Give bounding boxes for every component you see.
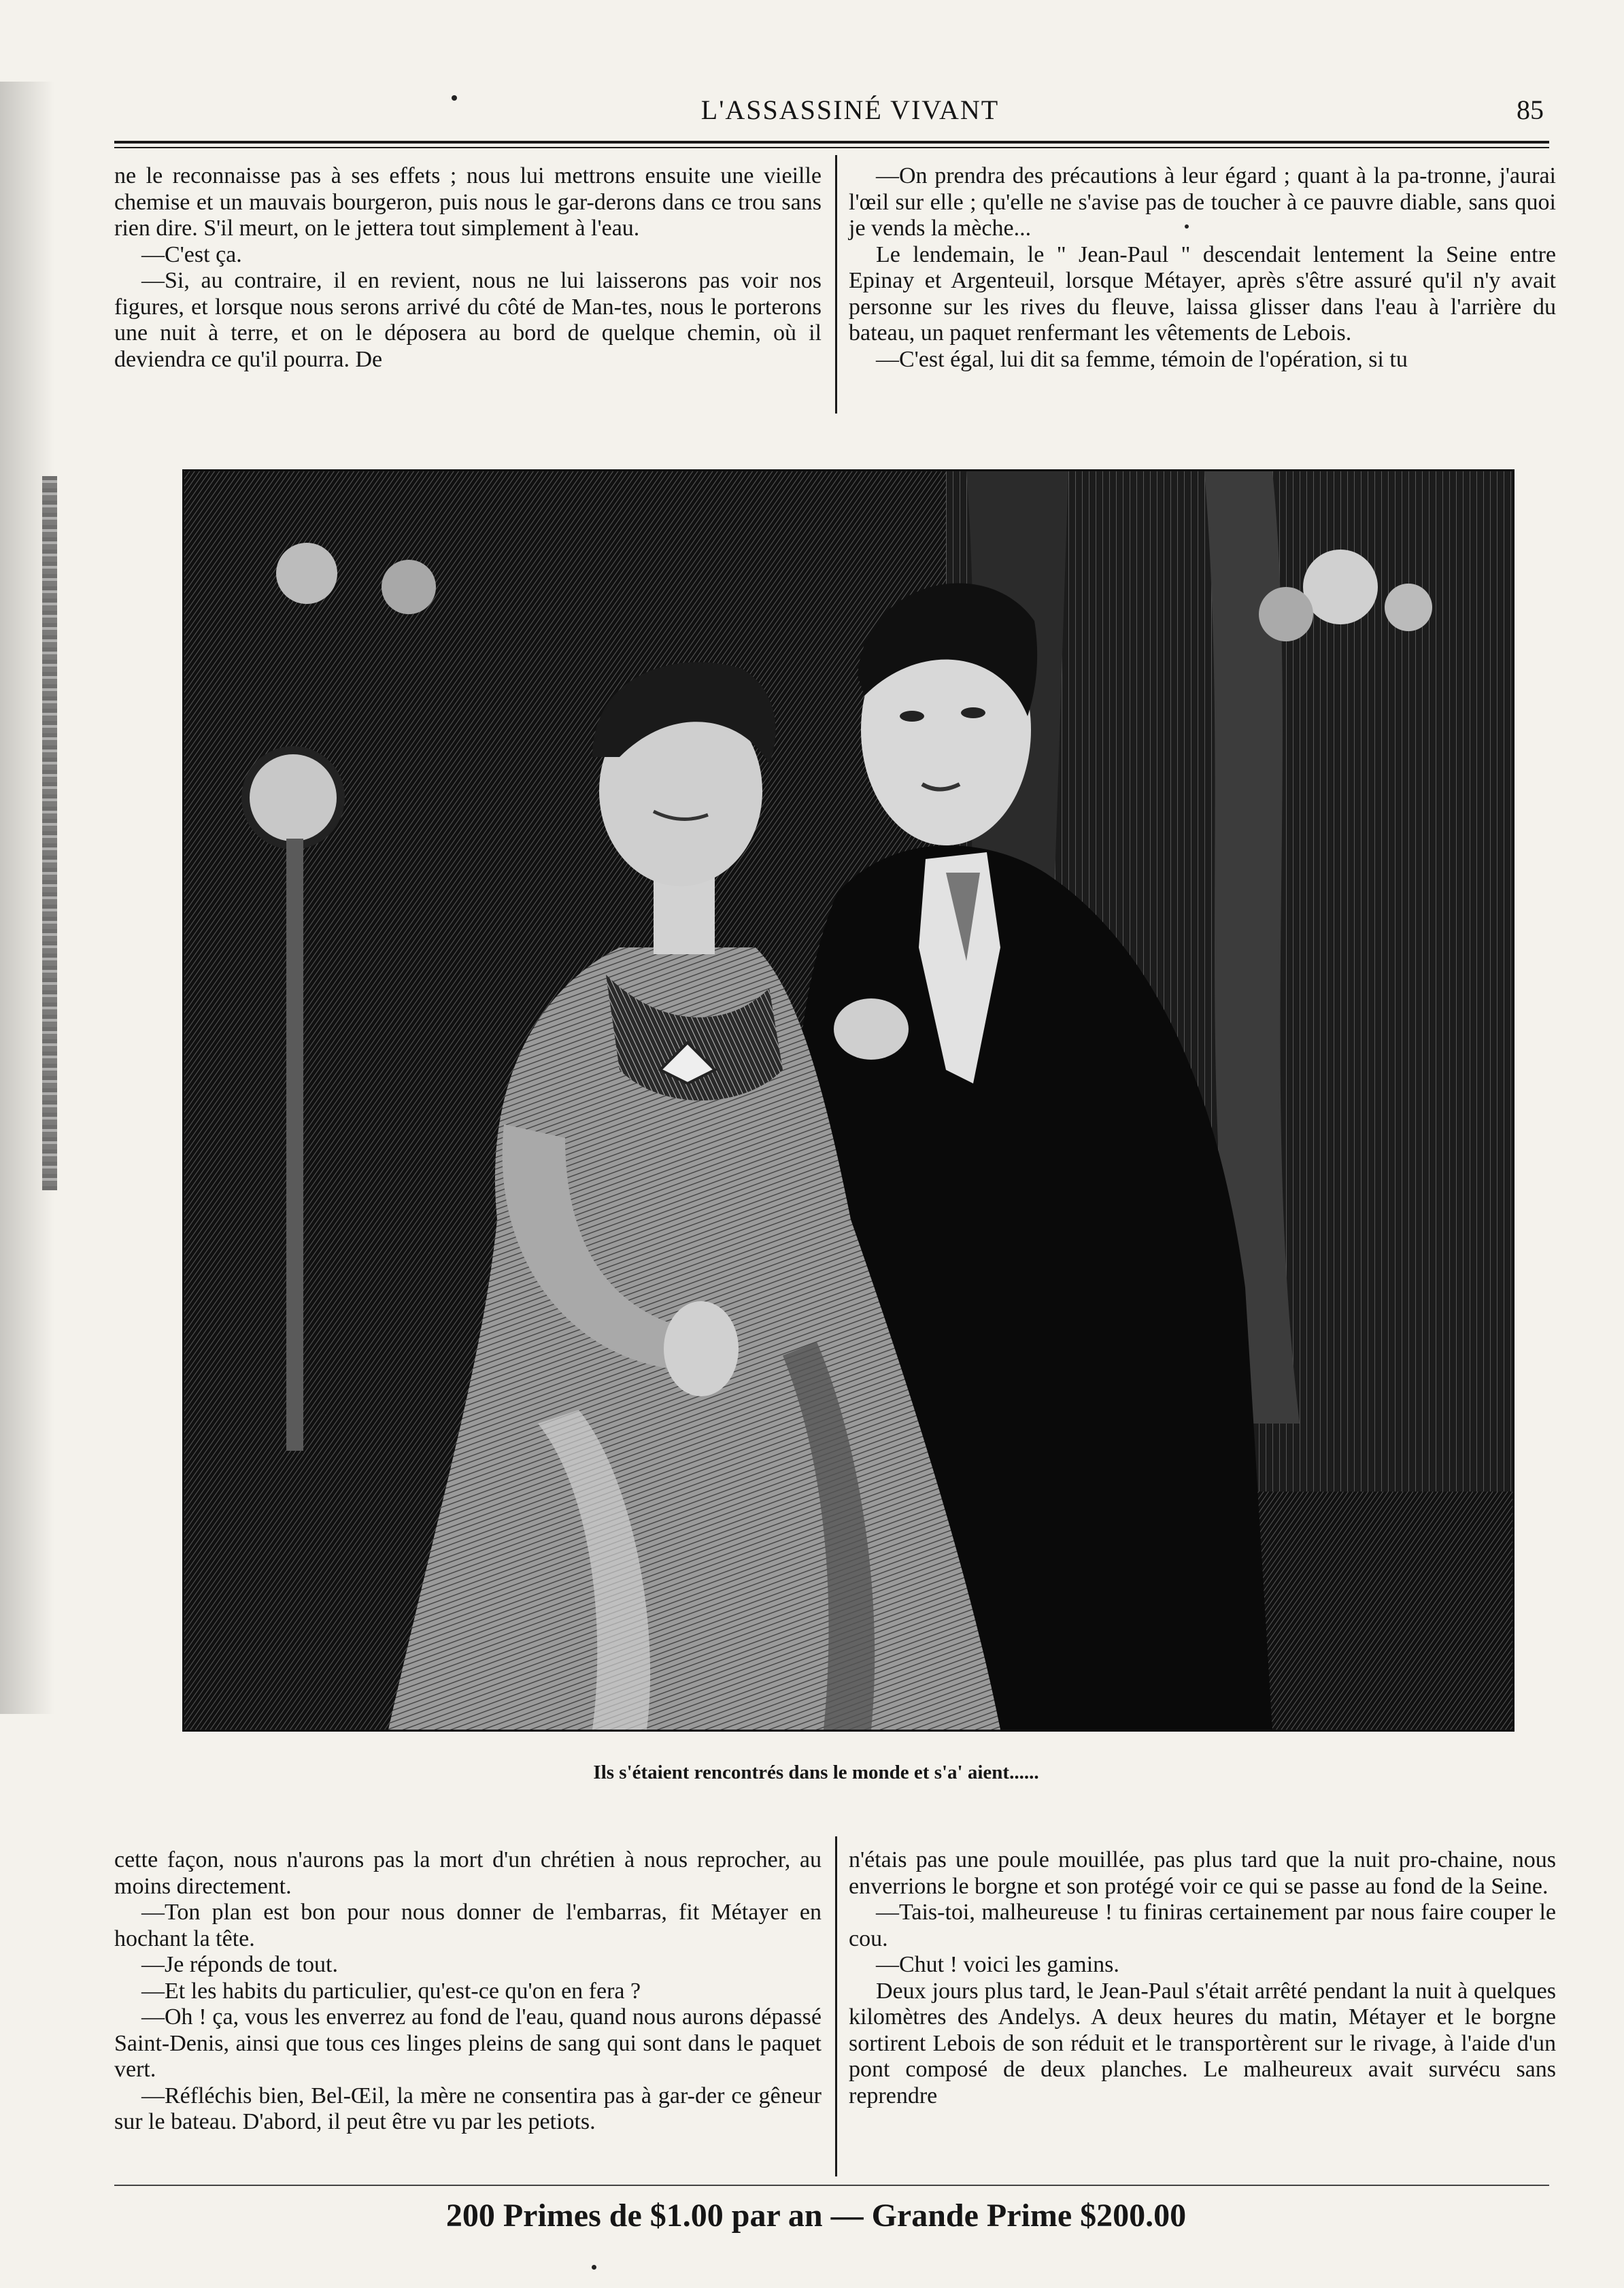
paragraph: n'étais pas une poule mouillée, pas plus tard que la nuit pro-chaine, nous enverrions le borgne et son protégé voir ce qui se passe au fond de la Seine. [849,1847,1556,1899]
paragraph: —C'est ça. [141,241,242,267]
bottom-left-column [114,1847,822,2136]
paragraph: cette façon, nous n'aurons pas la mort d'un chrétien à nous reprocher, au moins directement. [114,1847,822,1899]
paragraph: —Ton plan est bon pour nous donner de l'embarras, fit Métayer en hochant la tête. [114,1900,822,1951]
paragraph: —Et les habits du particulier, qu'est-ce qu'on en fera ? [141,1978,641,2004]
paragraph: —Chut ! voici les gamins. [876,1952,1119,1977]
paragraph: Deux jours plus tard, le Jean-Paul s'était arrêté pendant la nuit à quelques kilomètres des Andelys. A deux heures du matin, Métayer et le borgne sortirent Lebois de son réduit et le transportèrent sur le rivage, à l'aide d'un pont composé de deux planches. Le malheureux avait survécu sans reprendre [849,1978,1556,2108]
page-number: 85 [1517,95,1544,125]
footer-rule [114,2185,1549,2186]
top-right-column [849,163,1556,373]
engraving-couple-image [184,471,1512,1730]
binding-strip [42,476,57,1190]
illustration-caption: Ils s'étaient rencontrés dans le monde et s'a' aient...... [593,1762,1039,1783]
scan-speck [452,95,457,101]
bottom-right-column [849,1847,1556,2109]
header-rule-thin [114,147,1549,148]
header-rule [114,141,1549,144]
engraving-illustration [182,469,1515,1732]
top-left-column [114,163,822,373]
paragraph: —Réfléchis bien, Bel-Œil, la mère ne consentira pas à gar-der ce gêneur sur le bateau. D'abord, il peut être vu par les petiots. [114,2083,822,2134]
paragraph: —Oh ! ça, vous les enverrez au fond de l'eau, quand nous aurons dépassé Saint-Denis, ainsi que tous ces linges pleins de sang qui sont dans le paquet vert. [114,2004,822,2082]
running-header-title: L'ASSASSINÉ VIVANT [700,95,1000,125]
paragraph: —Je réponds de tout. [141,1952,338,1977]
paragraph: —Tais-toi, malheureuse ! tu finiras certainement par nous faire couper le cou. [849,1900,1556,1951]
paragraph: ne le reconnaisse pas à ses effets ; nous lui mettrons ensuite une vieille chemise et un mauvais bourgeron, puis nous le gar-derons dans ce trou sans rien dire. S'il meurt, on le jettera tout simplement à l'eau. [114,163,822,241]
paragraph: Le lendemain, le " Jean-Paul " descendait lentement la Seine entre Epinay et Argenteuil, lorsque Métayer, après s'être assuré qu'il n'y avait personne sur les rives du fleuve, laissa glisser dans l'eau à l'arrière du bateau, un paquet renfermant les vêtements de Lebois. [849,241,1556,346]
scan-speck [592,2265,596,2270]
paragraph: —C'est égal, lui dit sa femme, témoin de l'opération, si tu [876,346,1408,372]
column-divider-bottom [835,1836,837,2176]
footer-advertisement: 200 Primes de $1.00 par an — Grande Prime $200.00 [445,2198,1187,2234]
paragraph: —Si, au contraire, il en revient, nous ne lui laisserons pas voir nos figures, et lorsque nous serons arrivé du côté de Man-tes, nous le porterons une nuit à terre, et on le déposera au bord de quelque chemin, où il deviendra ce qu'il pourra. De [114,268,822,372]
paragraph: —On prendra des précautions à leur égard ; quant à la pa-tronne, j'aurai l'œil sur elle ; qu'elle ne s'avise pas de toucher à ce pauvre diable, sans quoi je vends la mèche... [849,163,1556,241]
column-divider-top [835,155,837,414]
scan-speck [1185,224,1189,229]
